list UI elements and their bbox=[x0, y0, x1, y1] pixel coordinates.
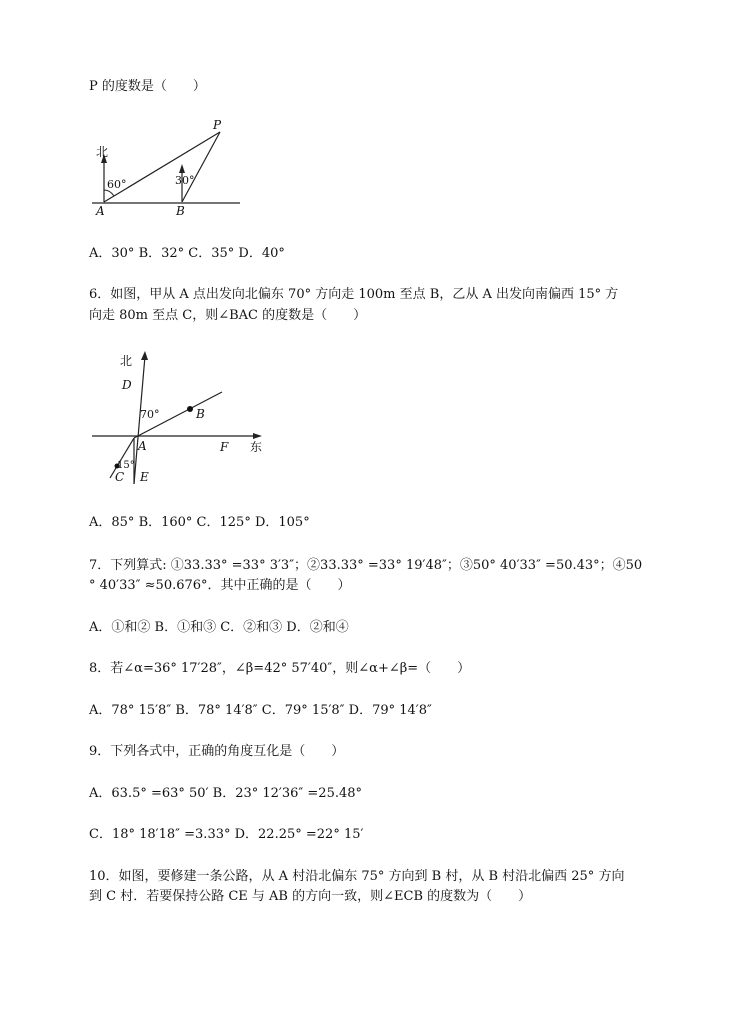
q9-options-cd: C．18° 18′18″ =3.33° D．22.25° =22° 15′ bbox=[89, 827, 364, 842]
q6-angle-70-label: 70° bbox=[140, 408, 160, 421]
q6-north-arrowhead bbox=[141, 351, 148, 360]
q6-east-label: 东 bbox=[250, 440, 263, 454]
q5-angle-b-label: 30° bbox=[175, 174, 195, 187]
q6-point-b: B bbox=[196, 407, 205, 421]
q5-options: A．30° B．32° C．35° D．40° bbox=[89, 246, 285, 261]
q6-angle-15-label: 15° bbox=[117, 460, 135, 471]
q7-stem-line2: ° 40′33″ ≈50.676°．其中正确的是（ ） bbox=[89, 578, 351, 593]
q5-angle-a-label: 60° bbox=[107, 178, 127, 191]
q6-point-a: A bbox=[138, 439, 147, 453]
q6-north-label: 北 bbox=[120, 354, 133, 368]
q9-options-ab: A．63.5° =63° 50′ B．23° 12′36″ =25.48° bbox=[89, 786, 363, 801]
q10-stem-line2: 到 C 村．若要保持公路 CE 与 AB 的方向一致，则∠ECB 的度数为（ ） bbox=[89, 889, 532, 904]
q5-point-p: P bbox=[213, 118, 222, 132]
q5-point-a: A bbox=[96, 204, 105, 218]
q5-segment-bp bbox=[182, 132, 220, 202]
q7-stem-line1: 7．下列算式: ①33.33° =33° 3′3″；②33.33° =33° 19′48″；③50° 40′33″ =50.43°；④50 bbox=[89, 558, 643, 573]
q6-stem-line1: 6．如图，甲从 A 点出发向北偏东 70° 方向走 100m 至点 B，乙从 A 出发向南偏西 15° 方 bbox=[89, 287, 619, 302]
q6-figure bbox=[90, 348, 270, 488]
q6-point-c: C bbox=[115, 470, 125, 484]
q8-options: A．78° 15′8″ B．78° 14′8″ C．79° 15′8″ D．79° 14′8″ bbox=[89, 703, 432, 718]
q6-point-f: F bbox=[220, 440, 229, 454]
q6-point-d: D bbox=[122, 378, 132, 392]
q5-north-label: 北 bbox=[96, 145, 109, 159]
q9-stem: 9．下列各式中，正确的角度互化是（ ） bbox=[89, 744, 345, 759]
q5-segment-ap bbox=[104, 132, 220, 202]
q6-east-arrowhead bbox=[253, 433, 262, 439]
q6-point-b-dot bbox=[187, 406, 193, 412]
q10-stem-line1: 10．如图，要修建一条公路，从 A 村沿北偏东 75° 方向到 B 村，从 B 村沿北偏西 25° 方向 bbox=[89, 869, 625, 884]
q5-arrowhead-b bbox=[179, 164, 185, 173]
q6-point-e: E bbox=[140, 470, 149, 484]
q6-options: A．85° B．160° C．125° D．105° bbox=[89, 515, 310, 530]
q5-point-b: B bbox=[176, 204, 185, 218]
q7-options: A．①和② B．①和③ C．②和③ D．②和④ bbox=[89, 620, 349, 635]
q5-stem-tail: P 的度数是（ ） bbox=[89, 79, 206, 94]
q6-stem-line2: 向走 80m 至点 C，则∠BAC 的度数是（ ） bbox=[89, 308, 367, 323]
q5-figure bbox=[90, 118, 245, 218]
q8-stem: 8．若∠α=36° 17′28″，∠β=42° 57′40″，则∠α+∠β=（ ） bbox=[89, 661, 471, 676]
